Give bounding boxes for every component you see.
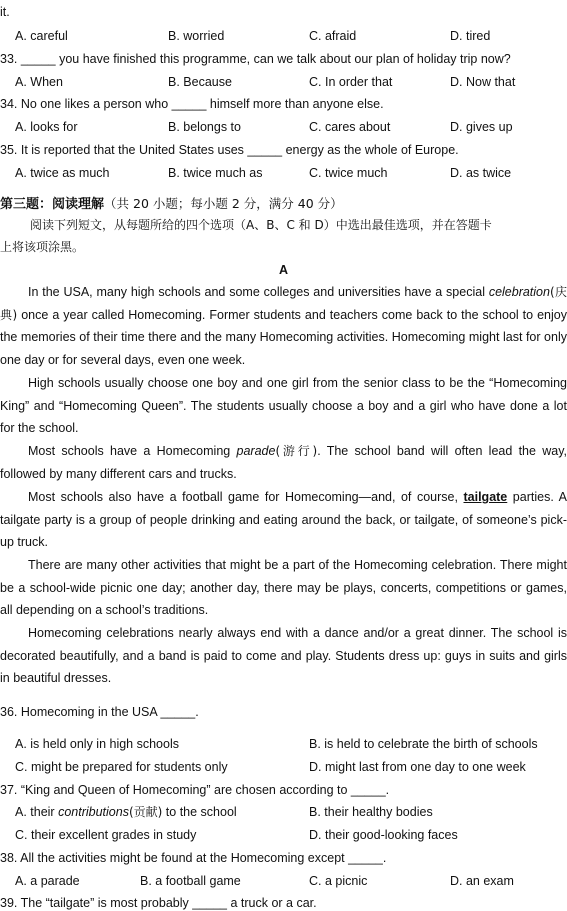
p1-text-a: In the USA, many high schools and some colleges and universities have a special [28, 285, 489, 299]
q33-option-a: A. When [15, 75, 63, 89]
p3-text-a: Most schools have a Homecoming [28, 444, 237, 458]
q38-option-a: A. a parade [15, 874, 80, 888]
section-heading [0, 196, 343, 213]
p1-gloss: (庆典) [0, 285, 567, 322]
q37-a-keyword: contributions [58, 805, 129, 819]
q36-stem: 36. Homecoming in the USA _____. [0, 705, 199, 719]
section-subtitle: （共 20 小题；每小题 2 分，满分 40 分） [104, 196, 343, 211]
section-title: 第三题：阅读理解 [0, 197, 105, 212]
q34-option-a: A. looks for [15, 120, 78, 134]
q37-option-a [15, 804, 237, 820]
p1-text-b: once a year called Homecoming. Former students and teachers come back to the school to enjoy the memories of their time there and the many Homecoming activities. Homecoming might last for only one day or for several days, even one week. [0, 307, 567, 368]
passage-paragraph-3 [0, 440, 567, 485]
q32-option-a: A. careful [15, 29, 68, 43]
q36-option-b: B. is held to celebrate the birth of schools [309, 737, 538, 751]
q37-a-gloss: (贡献) [128, 805, 163, 819]
q33-option-c: C. In order that [309, 75, 393, 89]
q34-stem: 34. No one likes a person who _____ himself more than anyone else. [0, 97, 384, 111]
q37-option-d: D. their good-looking faces [309, 828, 458, 842]
p4-keyword: tailgate [463, 490, 508, 504]
q33-option-d: D. Now that [450, 75, 516, 89]
q36-option-d: D. might last from one day to one week [309, 760, 526, 774]
q37-option-c: C. their excellent grades in study [15, 828, 197, 842]
q38-option-b: B. a football game [140, 874, 241, 888]
p1-keyword: celebration [488, 285, 550, 299]
passage-paragraph-5: There are many other activities that might be a part of the Homecoming celebration. There might be a school-wide picnic one day; another day, there may be plays, concerts, competitions or games, all depending on a school’s traditions. [0, 558, 567, 618]
q35-stem: 35. It is reported that the United States uses _____ energy as the whole of Europe. [0, 143, 459, 157]
q38-option-d: D. an exam [450, 874, 514, 888]
p3-keyword: parade [236, 444, 276, 458]
q32-option-c: C. afraid [309, 29, 357, 43]
q32-option-b: B. worried [168, 29, 225, 43]
q34-option-b: B. belongs to [168, 120, 241, 134]
q35-option-d: D. as twice [450, 166, 512, 180]
q35-option-c: C. twice much [309, 166, 388, 180]
q33-stem: 33. _____ you have finished this programme, can we talk about our plan of holiday trip now? [0, 52, 511, 66]
q37-stem: 37. “King and Queen of Homecoming” are chosen according to _____. [0, 783, 390, 797]
q34-option-c: C. cares about [309, 120, 391, 134]
passage-label: A [278, 263, 289, 277]
passage-paragraph-4 [0, 486, 567, 554]
continued-text: it. [0, 5, 10, 19]
p4-text-a: Most schools also have a football game for Homecoming—and, of course, [28, 490, 464, 504]
p4-text-b: parties. A tailgate party is a group of people drinking and eating around the back, or tailgate, of someone’s pick-up truck. [0, 490, 567, 550]
q38-option-c: C. a picnic [309, 874, 368, 888]
section-instruction-line-1: 阅读下列短文，从每题所给的四个选项（A、B、C 和 D）中选出最佳选项，并在答题卡 [30, 218, 492, 232]
q37-a-pre: A. their [15, 805, 59, 819]
q35-option-a: A. twice as much [15, 166, 110, 180]
q39-stem: 39. The “tailgate” is most probably _____ a truck or a car. [0, 896, 317, 910]
q37-option-b: B. their healthy bodies [309, 805, 433, 819]
q38-stem: 38. All the activities might be found at the Homecoming except _____. [0, 851, 387, 865]
q36-option-a: A. is held only in high schools [15, 737, 179, 751]
q32-option-d: D. tired [450, 29, 491, 43]
p3-gloss: (游行) [275, 444, 318, 458]
section-instruction-line-2: 上将该项涂黑。 [0, 240, 85, 254]
passage-paragraph-6: Homecoming celebrations nearly always end with a dance and/or a great dinner. The school is decorated beautifully, and a band is paid to come and play. Students dress up: guys in suits and girls in beautiful dresses. [0, 626, 567, 686]
q35-option-b: B. twice much as [168, 166, 263, 180]
q34-option-d: D. gives up [450, 120, 513, 134]
passage-paragraph-1 [0, 281, 567, 372]
q37-a-post: to the school [162, 805, 237, 819]
q36-option-c: C. might be prepared for students only [15, 760, 228, 774]
p3-text-b: . The school band will often lead the way, followed by many different cars and trucks. [0, 444, 567, 481]
q33-option-b: B. Because [168, 75, 232, 89]
passage-paragraph-2: High schools usually choose one boy and one girl from the senior class to be the “Homecoming King” and “Homecoming Queen”. The students usually choose a boy and a girl who have done a lot for the school. [0, 376, 567, 436]
